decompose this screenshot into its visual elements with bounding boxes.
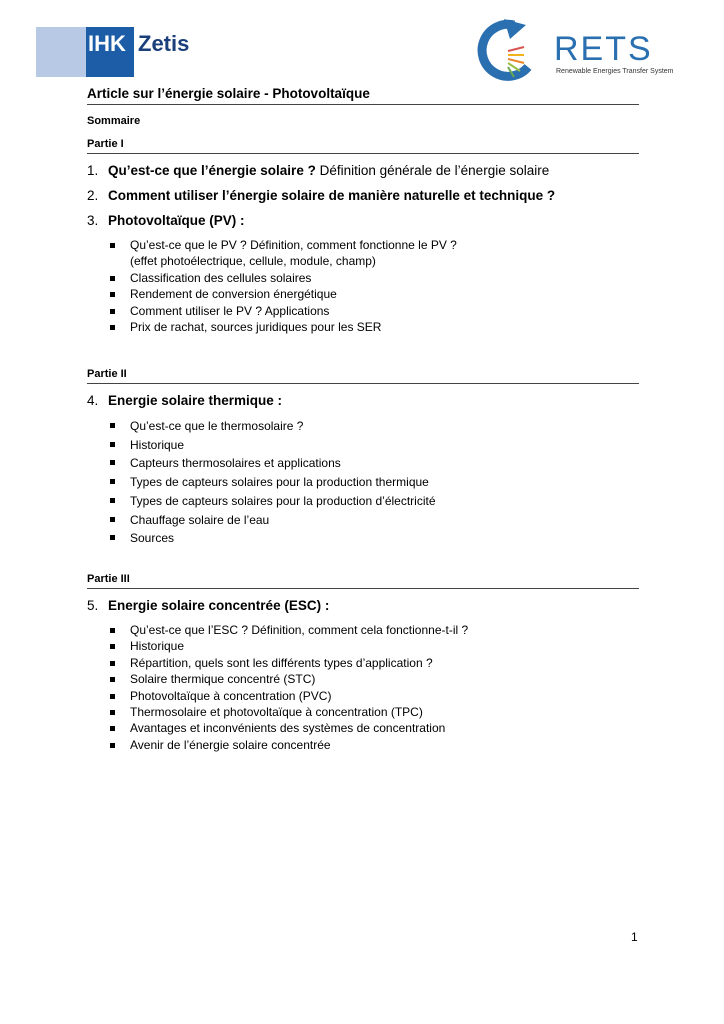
ihk-zetis-logo (36, 27, 188, 77)
list-item (108, 638, 468, 654)
list-item (108, 671, 468, 687)
bullet-text: Historique (130, 639, 185, 654)
sommaire-heading: Sommaire (87, 115, 141, 127)
partie-3-rule (87, 588, 639, 589)
page-number: 1 (631, 930, 638, 944)
bullet-text: Types de capteurs solaires pour la production thermique (130, 475, 429, 490)
list-item (108, 511, 436, 530)
rets-arrow-icon (474, 15, 544, 85)
bullet-text: Avenir de l’énergie solaire concentrée (130, 737, 331, 752)
list-item (108, 436, 436, 455)
list-item (108, 529, 436, 548)
toc-number: 1. (87, 163, 99, 178)
partie-3-heading: Partie III (87, 573, 130, 585)
list-item (108, 688, 468, 704)
toc-number: 4. (87, 393, 99, 408)
rets-logo (474, 15, 674, 85)
esc-bullet-list (108, 622, 468, 753)
partie-1-rule (87, 153, 639, 154)
bullet-text: Qu’est-ce que l’ESC ? Définition, comment cela fonctionne-t-il ? (130, 623, 469, 637)
title-rule (87, 104, 639, 105)
list-item (108, 270, 457, 286)
toc-item-4 (87, 393, 282, 408)
rets-tagline: Renewable Energies Transfer System (556, 68, 674, 75)
bullet-text: Capteurs thermosolaires et applications (130, 456, 341, 471)
rets-wordmark: RETS (554, 30, 653, 68)
bullet-text: Comment utiliser le PV ? Applications (130, 303, 330, 318)
list-item (108, 622, 468, 638)
bullet-text: Classification des cellules solaires (130, 270, 312, 285)
toc-bold: Energie solaire concentrée (ESC) : (108, 598, 330, 613)
list-item (108, 473, 436, 492)
list-item (108, 303, 457, 319)
list-item (108, 720, 468, 736)
toc-number: 5. (87, 598, 99, 613)
thermal-bullet-list (108, 417, 436, 548)
toc-bold: Comment utiliser l’énergie solaire de manière naturelle et technique ? (108, 188, 556, 203)
list-item (108, 286, 457, 302)
logo-light-block (36, 27, 86, 77)
toc-rest: Définition générale de l’énergie solaire (315, 163, 550, 178)
bullet-text: Sources (130, 531, 175, 546)
toc-item-1 (87, 163, 549, 178)
toc-item-5 (87, 598, 329, 613)
zetis-label: Zetis (138, 31, 190, 56)
bullet-text: Qu’est-ce que le PV ? Définition, comment fonctionne le PV ? (130, 238, 457, 252)
list-item (108, 737, 468, 753)
bullet-text: Rendement de conversion énergétique (130, 287, 337, 302)
document-title: Article sur l’énergie solaire - Photovoltaïque (87, 86, 370, 101)
list-item (108, 417, 436, 436)
bullet-text-continued: (effet photoélectrique, cellule, module, champ) (130, 254, 376, 269)
bullet-text: Historique (130, 437, 185, 452)
bullet-text: Chauffage solaire de l’eau (130, 512, 270, 527)
toc-number: 2. (87, 188, 99, 203)
bullet-text: Solaire thermique concentré (STC) (130, 672, 316, 687)
pv-bullet-list (108, 237, 457, 335)
bullet-text: Photovoltaïque à concentration (PVC) (130, 688, 332, 703)
toc-bold: Photovoltaïque (PV) : (108, 213, 245, 228)
bullet-text: Types de capteurs solaires pour la production d’électricité (130, 493, 436, 508)
bullet-text: Répartition, quels sont les différents types d’application ? (130, 655, 433, 670)
toc-bold: Qu’est-ce que l’énergie solaire ? (108, 163, 316, 178)
partie-2-heading: Partie II (87, 368, 127, 380)
toc-number: 3. (87, 213, 99, 228)
list-item (108, 319, 457, 335)
list-item (108, 454, 436, 473)
partie-2-rule (87, 383, 639, 384)
partie-1-heading: Partie I (87, 138, 124, 150)
list-item (108, 492, 436, 511)
toc-item-2 (87, 188, 555, 203)
bullet-text: Prix de rachat, sources juridiques pour les SER (130, 320, 382, 335)
list-item (108, 655, 468, 671)
bullet-text: Qu’est-ce que le thermosolaire ? (130, 419, 304, 433)
bullet-text: Avantages et inconvénients des systèmes de concentration (130, 721, 446, 736)
ihk-label: IHK (88, 31, 126, 56)
list-item (108, 704, 468, 720)
list-item (108, 237, 457, 270)
bullet-text: Thermosolaire et photovoltaïque à concentration (TPC) (130, 705, 423, 720)
toc-bold: Energie solaire thermique : (108, 393, 283, 408)
toc-item-3 (87, 213, 245, 228)
